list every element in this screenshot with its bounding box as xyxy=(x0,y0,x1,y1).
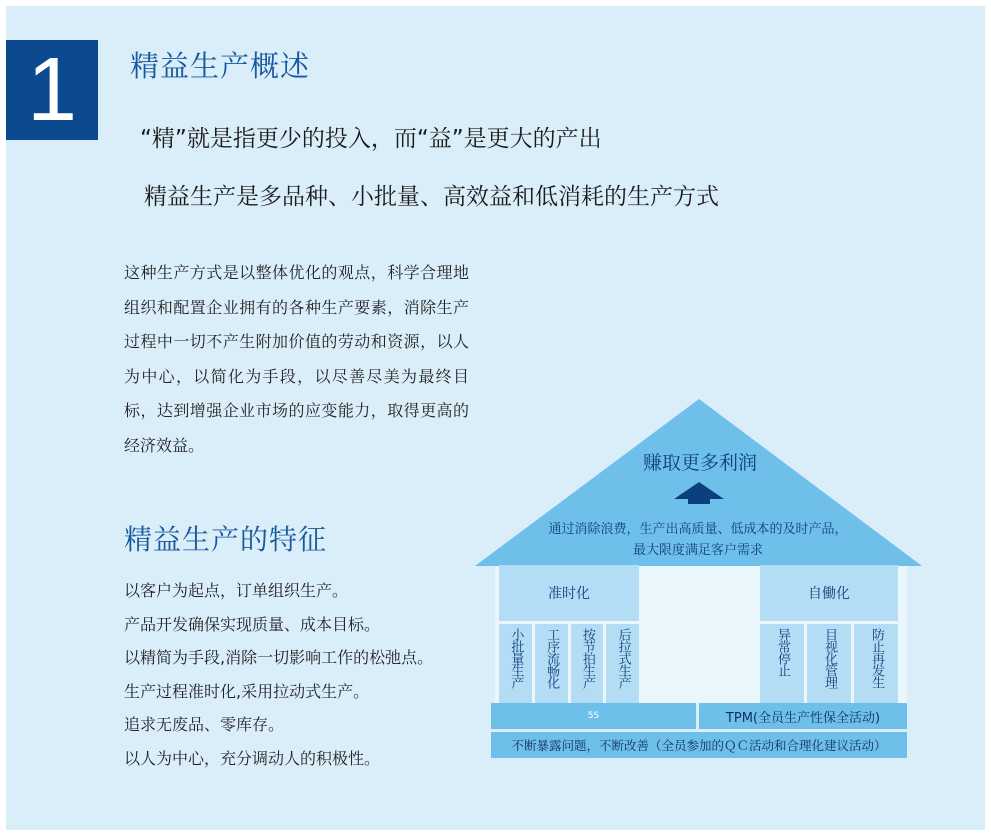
pillar-jidoka xyxy=(760,565,898,703)
pillar-jit-column: 小批量生产 xyxy=(499,624,532,703)
house-base-row xyxy=(491,703,907,729)
pillar-jidoka-column: 防止再发生 xyxy=(854,624,898,703)
pillar-jidoka-column: 目视化管理 xyxy=(807,624,851,703)
roof-goal-text: 通过消除浪费，生产出高质量、低成本的及时产品，最大限度满足客户需求 xyxy=(548,522,848,558)
base-5s: 5S xyxy=(491,703,696,729)
pillar-jit-column: 后拉式生产 xyxy=(606,624,639,703)
feature-item: 产品开发确保实现质量、成本目标。 xyxy=(124,614,381,634)
headline-2: 精益生产是多品种、小批量、高效益和低消耗的生产方式 xyxy=(144,184,719,210)
base-tpm: TPM(全员生产性保全活动) xyxy=(699,703,907,729)
pillar-jit-column: 工序流畅化 xyxy=(535,624,568,703)
feature-item: 生产过程准时化,采用拉动式生产。 xyxy=(124,681,370,701)
feature-item: 追求无废品、零库存。 xyxy=(124,715,285,734)
description-paragraph: 这种生产方式是以整体优化的观点，科学合理地组织和配置企业拥有的各种生产要素，消除生产过程中一切不产生附加价值的劳动和资源，以人为中心，以简化为手段，以尽善尽美为最终目标，达到增强企业市场的应变能力，取得更高的经济效益。 xyxy=(124,263,469,455)
features-title: 精益生产的特征 xyxy=(124,523,328,556)
section-title: 精益生产概述 xyxy=(130,49,311,83)
pillar-jit xyxy=(499,565,639,703)
feature-item: 以人为中心，充分调动人的积极性。 xyxy=(124,748,381,768)
headline-1: “精”就是指更少的投入，而“益”是更大的产出 xyxy=(140,126,602,152)
section-number-badge: 1 xyxy=(6,40,98,140)
roof-title: 赚取更多利润 xyxy=(642,452,757,474)
pillar-jidoka-title: 自働化 xyxy=(760,565,898,621)
pillar-jit-title: 准时化 xyxy=(499,565,639,621)
house-foundation: 不断暴露问题，不断改善（全员参加的ＱＣ活动和合理化建议活动） xyxy=(491,732,907,758)
feature-item: 以客户为起点，订单组织生产。 xyxy=(124,581,349,600)
feature-item: 以精简为手段,消除一切影响工作的松弛点。 xyxy=(124,648,434,667)
pillar-jidoka-column: 异常停止 xyxy=(760,624,804,703)
pillar-jit-column: 按节拍生产 xyxy=(571,624,604,703)
